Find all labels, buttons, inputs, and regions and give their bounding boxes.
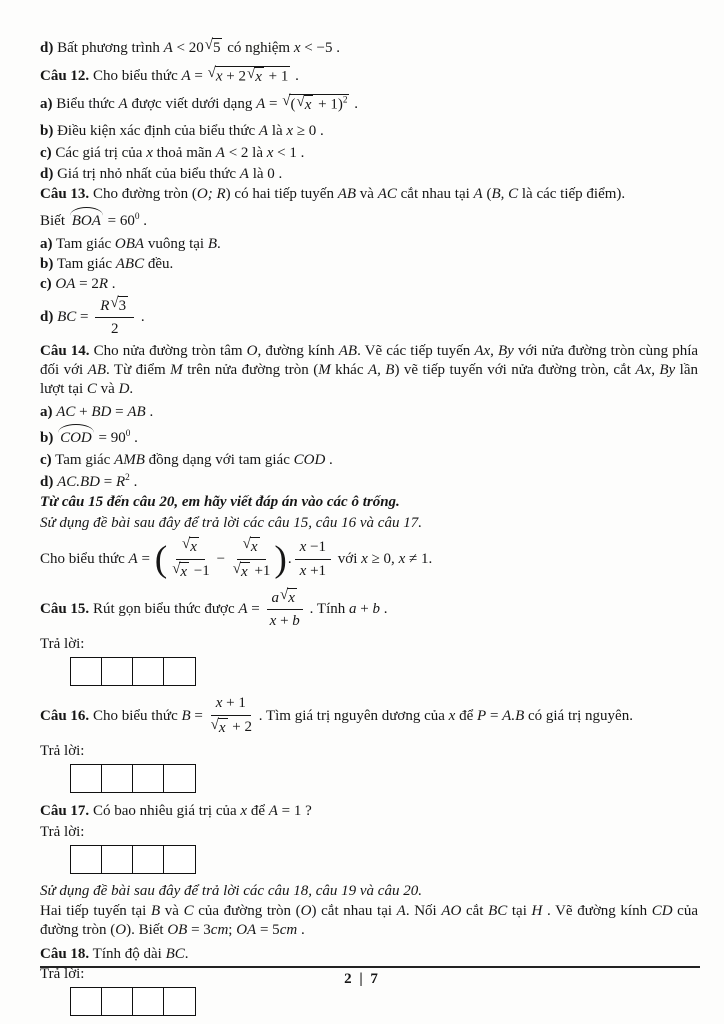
sqrt-expression: √ 3 — [110, 294, 127, 314]
sqrt-expression: √ x — [242, 536, 258, 555]
answer-box[interactable] — [132, 764, 165, 793]
q13-statement-a: a) Tam giác OBA vuông tại B. — [40, 235, 221, 252]
fraction: x + 1 √ x + 2 — [210, 695, 252, 736]
q17-answer-label: Trả lời: — [40, 823, 85, 840]
sqrt-expression: √ x — [182, 536, 197, 555]
radical-symbol: √ — [207, 65, 216, 81]
answer-box[interactable] — [70, 987, 103, 1016]
fraction: √ x √ x −1 — [172, 536, 210, 580]
answer-box[interactable] — [132, 657, 165, 686]
radical-symbol: √ — [247, 66, 256, 82]
answer-box[interactable] — [70, 764, 103, 793]
q12-statement-b: b) Điều kiện xác định của biểu thức A là x ≥ 0 . — [40, 122, 324, 139]
q12-statement-d: d) Giá trị nhỏ nhất của biểu thức A là 0 . — [40, 165, 283, 182]
q14-statement-d: d) $AC.BD = R^2$ . — [40, 473, 138, 490]
instruction-use-18-20: Sử dụng đề bài sau đây để trả lời các câu 18, câu 19 và câu 20. — [40, 882, 422, 899]
answer-box[interactable] — [132, 987, 165, 1016]
question-16-title: Câu 16. Cho biểu thức B = x + 1 √ x + 2 . Tìm giá trị nguyên dương của x để P = A.B có giá trị nguyên. — [40, 695, 633, 736]
q18-answer-boxes — [70, 987, 698, 1016]
instruction-use-15-17: Sử dụng đề bài sau đây để trả lời các câu 15, câu 16 và câu 17. — [40, 515, 422, 531]
sqrt-expression: √ ( √ x + 1)$^2$ — [282, 92, 348, 113]
q15-answer-label: Trả lời: — [40, 636, 85, 652]
fraction: √ x √ x +1 — [232, 536, 271, 580]
radical-symbol: √ — [204, 37, 213, 54]
question-13-title: Câu 13. Cho đường tròn (O; R) có hai tiếp tuyến AB và AC cắt nhau tại A (B, C là các tiếp điểm). — [40, 185, 626, 202]
answer-box[interactable] — [163, 987, 196, 1016]
q14-statement-a: a) AC + BD = AB . — [40, 404, 154, 420]
q16-answer-label: Trả lời: — [40, 742, 85, 759]
question-14-paragraph: Câu 14. Cho nửa đường tròn tâm O, đường kính AB. Vẽ các tiếp tuyến Ax, By với nửa đường tròn cùng phía đối với AB. Từ điểm M trên nửa đường tròn (M khác A, B) vẽ tiếp tuyến với nửa đường tròn, cắt Ax, By lần lượt tại C và D. — [40, 343, 702, 397]
question-17-title: Câu 17. Có bao nhiêu giá trị của x để A = 1 ? — [40, 802, 312, 819]
radical-symbol: √ — [232, 560, 242, 577]
instruction-fill-answers: Từ câu 15 đến câu 20, em hãy viết đáp án vào các ô trống. — [40, 494, 400, 510]
answer-box[interactable] — [101, 845, 134, 874]
answer-box[interactable] — [163, 764, 196, 793]
q13-statement-b: b) Tam giác ABC đều. — [40, 255, 174, 272]
sqrt-expression: √ 5 — [204, 37, 221, 57]
answer-box[interactable] — [70, 845, 103, 874]
radical-symbol: √ — [280, 586, 289, 603]
fraction: R √ 3 2 — [95, 296, 134, 340]
q18-intro-paragraph: Hai tiếp tuyến tại B và C của đường tròn (O) cắt nhau tại A. Nối AO cắt BC tại H . Vẽ đường kính CD của đường tròn (O). Biết OB = 3cm; OA = 5cm . — [40, 902, 702, 938]
angle-arc: COD — [57, 424, 95, 448]
expression-a-definition: Cho biểu thức A = ( √ x √ x −1 − √ x √ x +1 ) . x −1 x +1 với x ≥ 0, x ≠ 1. — [40, 536, 433, 580]
q13-statement-d: d) BC = R √ 3 2 . — [40, 294, 145, 338]
answer-box[interactable] — [101, 657, 134, 686]
answer-box[interactable] — [101, 987, 134, 1016]
q17-answer-boxes — [70, 845, 698, 874]
answer-box[interactable] — [70, 657, 103, 686]
q12-statement-a: a) Biểu thức A được viết dưới dạng A = √ ( √ x + 1)$^2$ . — [40, 92, 358, 113]
radical-symbol: √ — [182, 536, 191, 552]
sqrt-expression: √ x — [172, 560, 188, 580]
answer-box[interactable] — [101, 764, 134, 793]
statement-11d: d) Bất phương trình A < 20 √ 5 có nghiệm x < −5 . — [40, 37, 340, 57]
answer-box[interactable] — [163, 657, 196, 686]
q18-answer-label: Trả lời: — [40, 965, 85, 982]
radical-symbol: √ — [210, 716, 219, 733]
sqrt-expression: √ x — [247, 66, 262, 85]
q13-given: Biết BOA = $60^0$ . — [40, 207, 698, 231]
question-15-title: Câu 15. Rút gọn biểu thức được A = a √ x x + b . Tính a + b . — [40, 586, 388, 630]
q16-answer-boxes — [70, 764, 698, 793]
sqrt-expression: √ x — [280, 586, 295, 606]
sqrt-expression: √ x — [232, 560, 248, 580]
radical-symbol: √ — [296, 93, 305, 110]
radical-symbol: √ — [242, 536, 251, 552]
radical-symbol: √ — [172, 560, 181, 577]
fraction: a √ x x + b — [267, 588, 303, 632]
q15-answer-boxes — [70, 657, 698, 686]
sqrt-expression: √ x — [296, 93, 312, 113]
answer-box[interactable] — [132, 845, 165, 874]
question-12-title: Câu 12. Cho biểu thức A = √ x + 2 √ x + 1 . — [40, 65, 299, 85]
answer-box[interactable] — [163, 845, 196, 874]
q14-statement-b: b) COD = $90^0$ . — [40, 424, 698, 448]
q12-statement-c: c) Các giá trị của x thoả mãn A < 2 là x < 1 . — [40, 144, 305, 161]
radical-symbol: √ — [282, 92, 291, 109]
radical-symbol: √ — [110, 294, 119, 311]
angle-arc: BOA — [69, 207, 104, 231]
q14-statement-c: c) Tam giác AMB đồng dạng với tam giác COD . — [40, 452, 333, 468]
footer-rule — [40, 966, 700, 968]
sqrt-expression: √ x — [210, 716, 226, 736]
question-18-title: Câu 18. Tính độ dài BC. — [40, 945, 189, 962]
sqrt-expression: √ x + 2 √ x + 1 — [207, 65, 289, 85]
q13-statement-c: c) OA = 2R . — [40, 275, 116, 292]
fraction: x −1 x +1 — [295, 538, 331, 581]
page-number: 2 | 7 — [344, 971, 380, 987]
